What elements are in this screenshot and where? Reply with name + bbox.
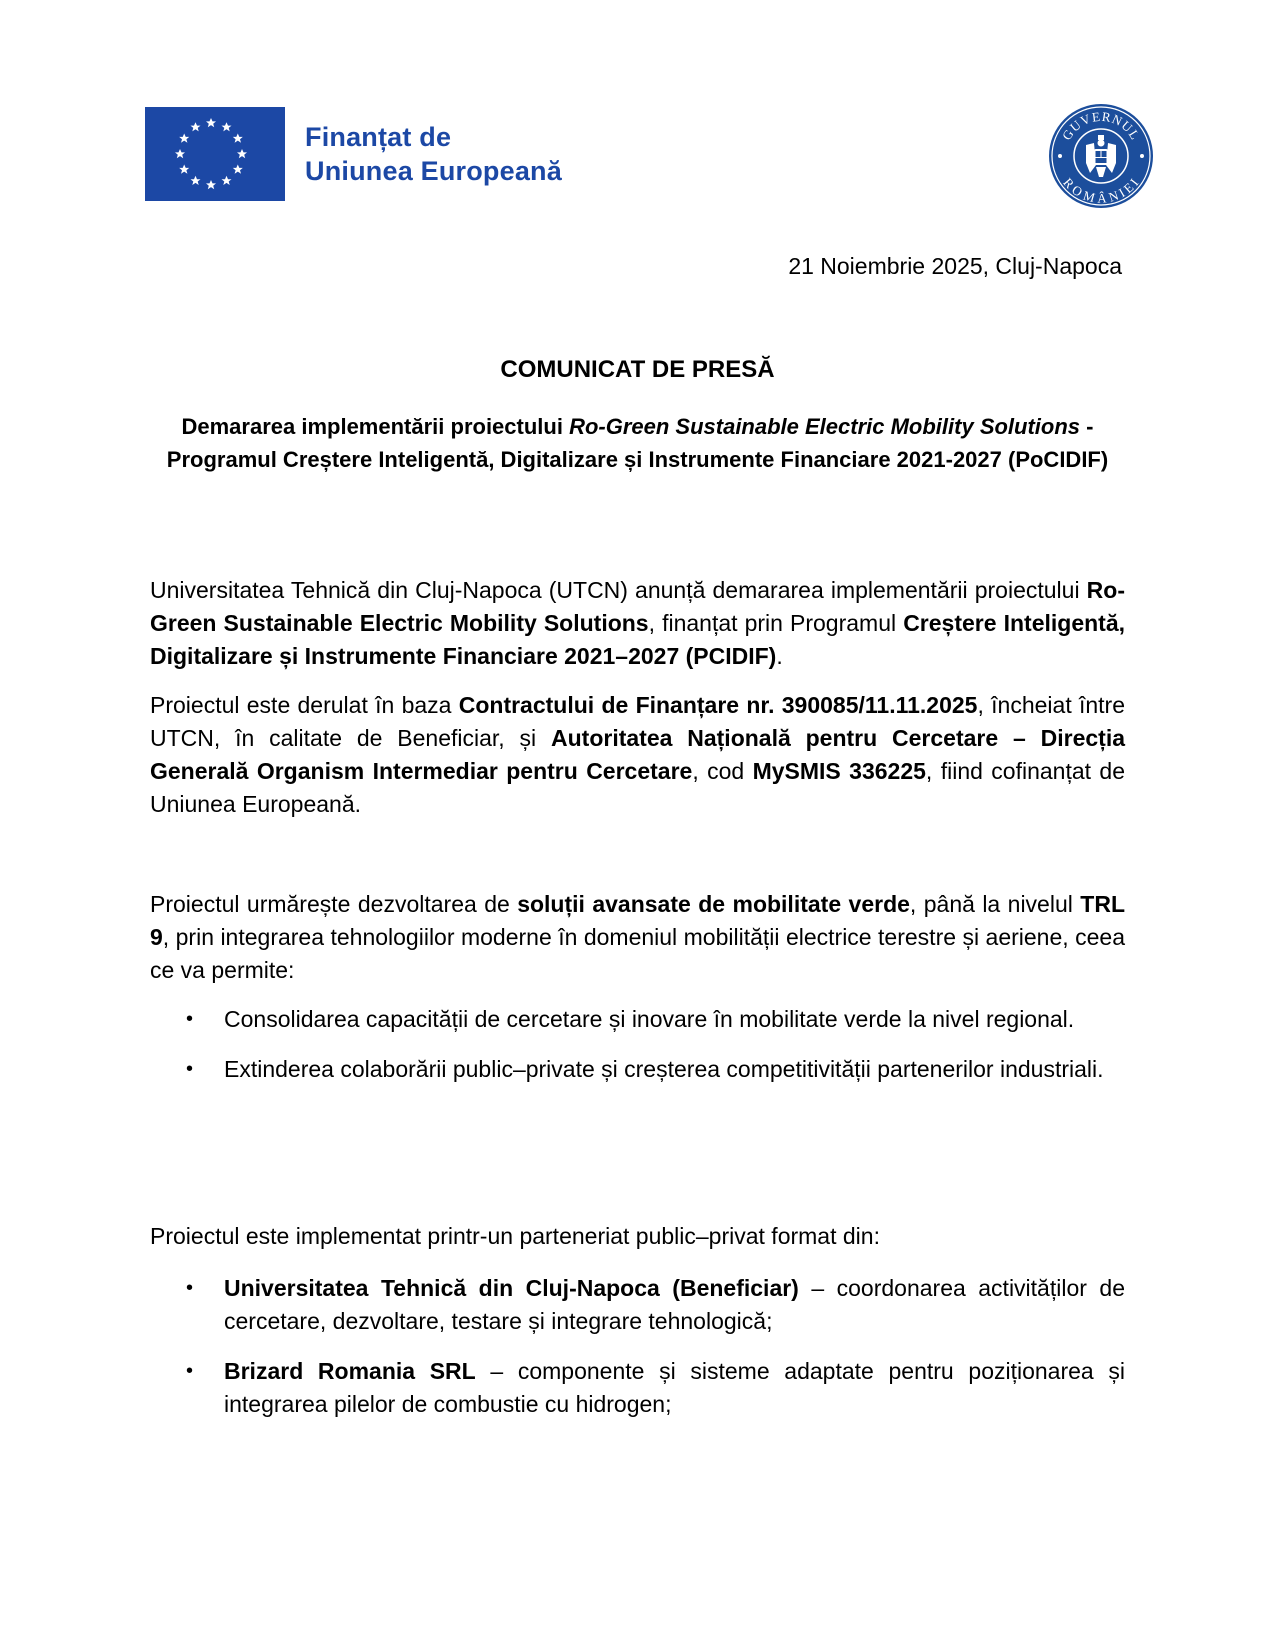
partner-role-text: – coordonarea activităților de cercetare, dezvoltare, testare și integrare tehnologică;	[224, 1275, 1125, 1334]
paragraph-partnership: Proiectul este implementat printr-un parteneriat public–privat format din:	[150, 1223, 880, 1249]
date-location-line: 21 Noiembrie 2025, Cluj-Napoca	[788, 253, 1122, 279]
text-run: Proiectul este derulat în baza	[150, 692, 459, 718]
eu-funding-text	[305, 120, 562, 188]
solutions-bold: soluții avansate de mobilitate verde	[517, 891, 910, 917]
document-subtitle	[150, 410, 1125, 476]
trl-level-bold: TRL 9	[150, 891, 1125, 950]
document-header	[0, 0, 1275, 230]
list-item	[150, 1272, 1125, 1338]
subtitle-project-name: Ro-Green Sustainable Electric Mobility Solutions	[569, 414, 1081, 439]
text-run: , prin integrarea tehnologiilor moderne în domeniul mobilității electrice terestre și aeriene, ceea ce va permite:	[150, 924, 1125, 983]
list-item-text: Consolidarea capacității de cercetare și inovare în mobilitate verde la nivel regional.	[224, 1006, 1075, 1032]
list-item	[150, 1003, 1125, 1036]
svg-text:ROMÂNIEI: ROMÂNIEI	[1060, 174, 1142, 206]
text-run: Proiectul urmărește dezvoltarea de	[150, 891, 518, 917]
bullet-icon: •	[186, 1360, 194, 1382]
partner-name-bold: Brizard Romania SRL	[224, 1358, 476, 1384]
subtitle-part2: - Programul Creștere Inteligentă, Digitalizare și Instrumente Financiare 2021-2027 (PoCIDIF)	[166, 414, 1109, 472]
page-title: COMUNICAT DE PRESĂ	[500, 356, 775, 383]
authority-name-bold: Autoritatea Națională pentru Cercetare – Direcția Generală Organism Intermediar pentru Cercetare	[150, 725, 1125, 784]
text-run: , cod	[692, 758, 753, 784]
bullet-icon: •	[186, 1008, 194, 1030]
project-name-bold: Ro-Green Sustainable Electric Mobility Solutions	[150, 577, 1125, 636]
paragraph-objectives	[150, 888, 1125, 987]
paragraph-announcement	[150, 574, 1125, 673]
eu-funding-line1: Finanțat de	[305, 122, 452, 152]
benefits-list	[150, 1003, 1125, 1103]
list-item	[150, 1053, 1125, 1086]
partner-role-text: – componente și sisteme adaptate pentru poziționarea și integrarea pilelor de combustie cu hidrogen;	[224, 1358, 1125, 1417]
eu-funding-logo	[145, 107, 562, 201]
program-name-bold: Creștere Inteligentă, Digitalizare și Instrumente Financiare 2021–2027 (PCIDIF)	[150, 610, 1125, 669]
contract-number-bold: Contractului de Finanțare nr. 390085/11.11.2025	[458, 692, 978, 718]
text-run: , finanțat prin Programul	[648, 610, 904, 636]
subtitle-part1: Demararea implementării proiectului	[181, 414, 570, 439]
bullet-icon: •	[186, 1058, 194, 1080]
bullet-icon: •	[186, 1277, 194, 1299]
list-item	[150, 1355, 1125, 1421]
eu-funding-line2: Uniunea Europeană	[305, 156, 562, 186]
text-run: .	[776, 643, 783, 669]
text-run: , încheiat între UTCN, în calitate de Beneficiar, și	[150, 692, 1126, 751]
partners-list	[150, 1272, 1125, 1438]
text-run: , fiind cofinanțat de Uniunea Europeană.	[150, 758, 1126, 817]
paragraph-contract	[150, 689, 1125, 821]
svg-text:GUVERNUL: GUVERNUL	[1058, 108, 1144, 143]
list-item-text: Extinderea colaborării public–private și creșterea competitivității partenerilor industriali.	[224, 1056, 1104, 1082]
mysmis-code-bold: MySMIS 336225	[752, 758, 926, 784]
eu-flag-icon	[145, 107, 285, 201]
romanian-government-seal-icon	[1048, 103, 1154, 209]
text-run: Universitatea Tehnică din Cluj-Napoca (UTCN) anunță demararea implementării proiectului	[150, 577, 1087, 603]
partner-name-bold: Universitatea Tehnică din Cluj-Napoca (Beneficiar)	[224, 1275, 799, 1301]
text-run: , până la nivelul	[909, 891, 1081, 917]
